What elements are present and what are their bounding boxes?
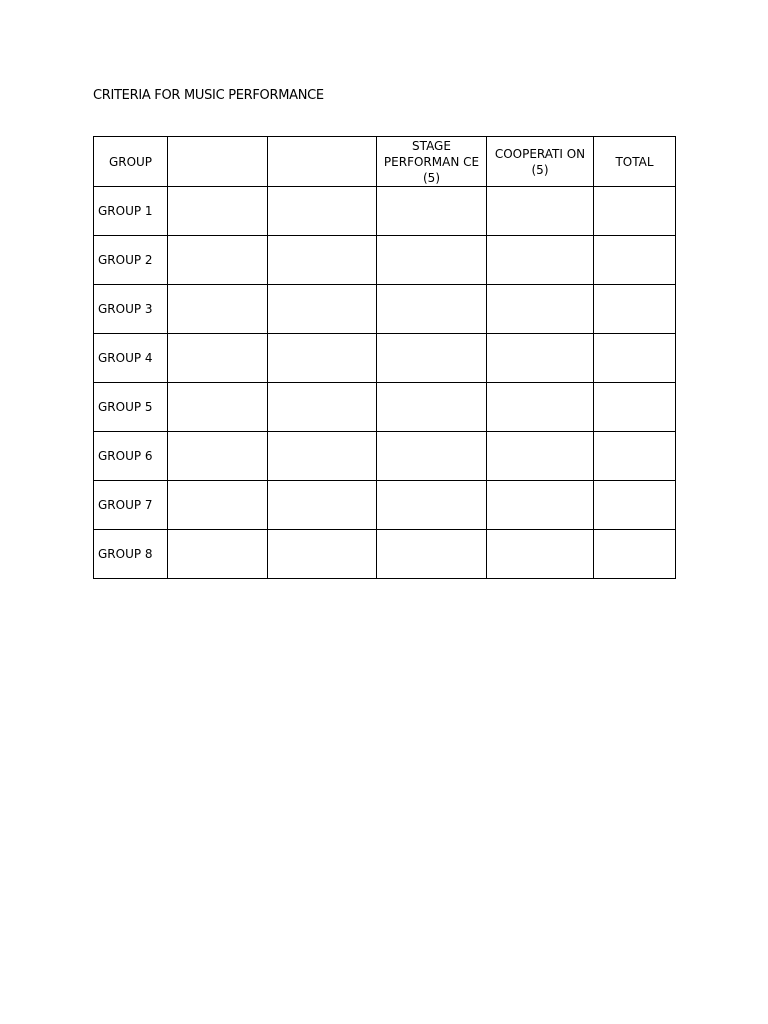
total-cell — [594, 285, 676, 334]
score-cell — [268, 187, 377, 236]
score-cell — [268, 334, 377, 383]
stage-performance-cell — [377, 530, 487, 579]
score-cell — [168, 432, 268, 481]
score-cell — [268, 481, 377, 530]
table-row — [94, 530, 676, 579]
cooperation-cell — [487, 481, 594, 530]
score-cell — [268, 236, 377, 285]
criteria-table — [93, 136, 676, 579]
group-label: GROUP 7 — [94, 481, 168, 530]
group-label: GROUP 1 — [94, 187, 168, 236]
document-title: CRITERIA FOR MUSIC PERFORMANCE — [93, 88, 324, 103]
table-row — [94, 432, 676, 481]
cooperation-cell — [487, 530, 594, 579]
score-cell — [268, 383, 377, 432]
group-label: GROUP 3 — [94, 285, 168, 334]
stage-performance-cell — [377, 187, 487, 236]
table-row — [94, 383, 676, 432]
table-row — [94, 481, 676, 530]
header-cooperation: COOPERATI ON (5) — [487, 137, 594, 187]
score-cell — [168, 187, 268, 236]
group-label: GROUP 8 — [94, 530, 168, 579]
total-cell — [594, 432, 676, 481]
table-row — [94, 187, 676, 236]
group-label: GROUP 2 — [94, 236, 168, 285]
table-row — [94, 236, 676, 285]
stage-performance-cell — [377, 236, 487, 285]
total-cell — [594, 383, 676, 432]
stage-performance-cell — [377, 481, 487, 530]
total-cell — [594, 481, 676, 530]
header-total: TOTAL — [594, 137, 676, 187]
score-cell — [168, 236, 268, 285]
stage-performance-cell — [377, 432, 487, 481]
header-blank-1 — [168, 137, 268, 187]
cooperation-cell — [487, 187, 594, 236]
score-cell — [168, 334, 268, 383]
cooperation-cell — [487, 236, 594, 285]
group-label: GROUP 4 — [94, 334, 168, 383]
score-cell — [268, 530, 377, 579]
score-cell — [168, 383, 268, 432]
table-row — [94, 285, 676, 334]
group-label: GROUP 6 — [94, 432, 168, 481]
cooperation-cell — [487, 334, 594, 383]
total-cell — [594, 530, 676, 579]
cooperation-cell — [487, 383, 594, 432]
header-blank-2 — [268, 137, 377, 187]
score-cell — [168, 481, 268, 530]
table-row — [94, 334, 676, 383]
header-row — [94, 137, 676, 187]
stage-performance-cell — [377, 383, 487, 432]
total-cell — [594, 334, 676, 383]
score-cell — [168, 285, 268, 334]
total-cell — [594, 236, 676, 285]
header-stage-performance: STAGE PERFORMAN CE (5) — [377, 137, 487, 187]
cooperation-cell — [487, 432, 594, 481]
stage-performance-cell — [377, 285, 487, 334]
header-group: GROUP — [94, 137, 168, 187]
score-cell — [168, 530, 268, 579]
score-cell — [268, 285, 377, 334]
total-cell — [594, 187, 676, 236]
score-cell — [268, 432, 377, 481]
group-label: GROUP 5 — [94, 383, 168, 432]
cooperation-cell — [487, 285, 594, 334]
stage-performance-cell — [377, 334, 487, 383]
